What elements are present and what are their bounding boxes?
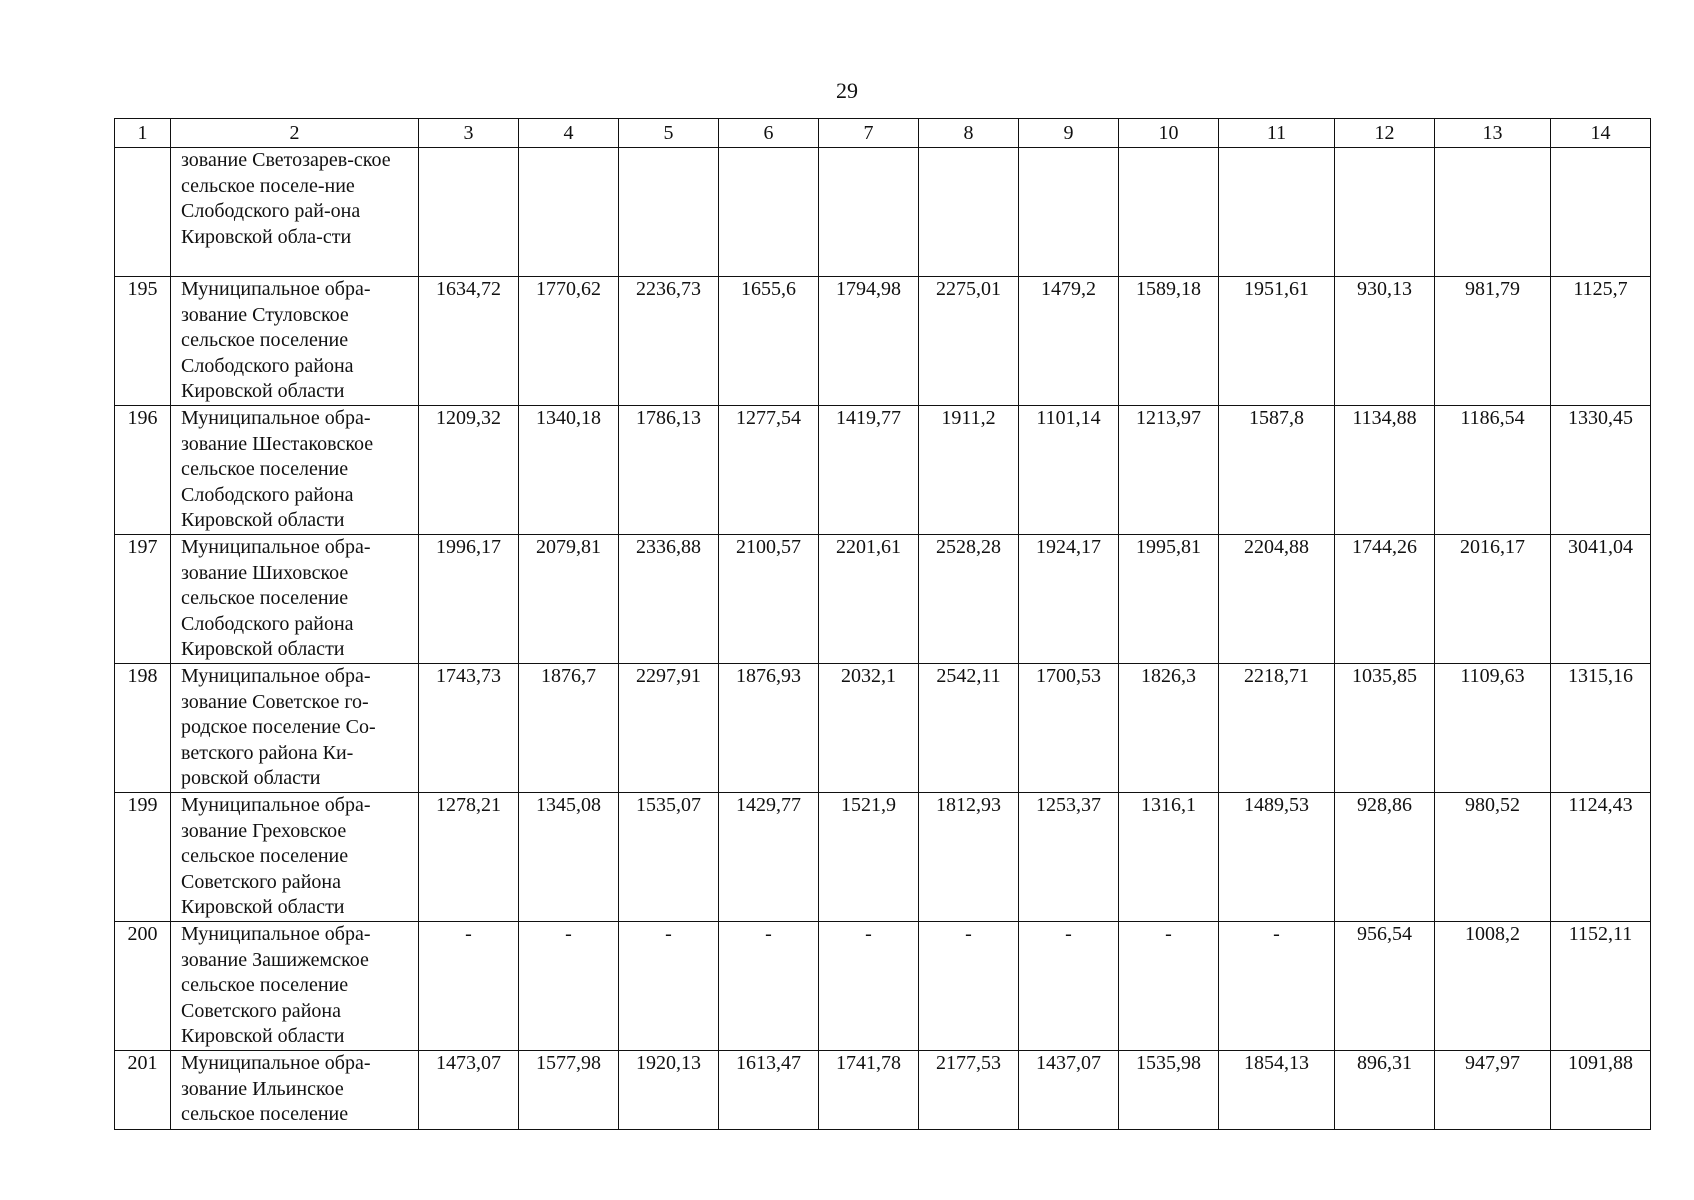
value-cell: 1213,97 (1119, 406, 1219, 535)
value-cell (1219, 148, 1335, 277)
value-cell: 1655,6 (719, 277, 819, 406)
value-cell: 1854,13 (1219, 1051, 1335, 1130)
value-cell (1019, 148, 1119, 277)
municipality-name-cell: Муниципальное обра-зование Стуловское сельское поселение Слободского района Кировской области (171, 277, 419, 406)
value-cell: 930,13 (1335, 277, 1435, 406)
value-cell (519, 148, 619, 277)
municipality-name-cell: Муниципальное обра-зование Ильинское сельское поселение (171, 1051, 419, 1130)
value-cell (1335, 148, 1435, 277)
value-cell: 2100,57 (719, 535, 819, 664)
value-cell: 1035,85 (1335, 664, 1435, 793)
column-header-6: 6 (719, 119, 819, 148)
column-header-14: 14 (1551, 119, 1651, 148)
value-cell: 1786,13 (619, 406, 719, 535)
value-cell: 1315,16 (1551, 664, 1651, 793)
column-header-2: 2 (171, 119, 419, 148)
column-header-12: 12 (1335, 119, 1435, 148)
value-cell: - (719, 922, 819, 1051)
row-number-cell: 201 (115, 1051, 171, 1130)
column-header-3: 3 (419, 119, 519, 148)
value-cell: 1744,26 (1335, 535, 1435, 664)
value-cell: 1253,37 (1019, 793, 1119, 922)
value-cell: 1743,73 (419, 664, 519, 793)
value-cell: 2204,88 (1219, 535, 1335, 664)
value-cell: 1437,07 (1019, 1051, 1119, 1130)
value-cell (919, 148, 1019, 277)
value-cell: 981,79 (1435, 277, 1551, 406)
value-cell: 1826,3 (1119, 664, 1219, 793)
value-cell: 1535,98 (1119, 1051, 1219, 1130)
value-cell (619, 148, 719, 277)
value-cell: 1924,17 (1019, 535, 1119, 664)
value-cell: 1330,45 (1551, 406, 1651, 535)
value-cell: 1920,13 (619, 1051, 719, 1130)
value-cell: - (519, 922, 619, 1051)
municipality-name-cell: Муниципальное обра-зование Советское го-родское поселение Со-ветского района Ки-ровской области (171, 664, 419, 793)
row-number-cell: 198 (115, 664, 171, 793)
value-cell: - (819, 922, 919, 1051)
municipality-name-cell: Муниципальное обра-зование Шиховское сельское поселение Слободского района Кировской области (171, 535, 419, 664)
value-cell: 1008,2 (1435, 922, 1551, 1051)
value-cell: 1345,08 (519, 793, 619, 922)
value-cell: 1429,77 (719, 793, 819, 922)
column-header-7: 7 (819, 119, 919, 148)
value-cell: 1125,7 (1551, 277, 1651, 406)
municipality-name-cell: Муниципальное обра-зование Зашижемское сельское поселение Советского района Кировской области (171, 922, 419, 1051)
value-cell: 956,54 (1335, 922, 1435, 1051)
value-cell: 2336,88 (619, 535, 719, 664)
value-cell: 896,31 (1335, 1051, 1435, 1130)
value-cell: - (619, 922, 719, 1051)
table-row (115, 148, 1651, 277)
column-header-10: 10 (1119, 119, 1219, 148)
row-number-cell: 200 (115, 922, 171, 1051)
row-number-cell: 195 (115, 277, 171, 406)
value-cell: 1634,72 (419, 277, 519, 406)
table-row (115, 922, 1651, 1051)
value-cell: 1101,14 (1019, 406, 1119, 535)
row-number-cell: 196 (115, 406, 171, 535)
table-row (115, 1051, 1651, 1130)
value-cell: 2016,17 (1435, 535, 1551, 664)
value-cell: 1587,8 (1219, 406, 1335, 535)
column-header-4: 4 (519, 119, 619, 148)
municipality-name-cell: Муниципальное обра-зование Шестаковское сельское поселение Слободского района Кировской области (171, 406, 419, 535)
value-cell: 928,86 (1335, 793, 1435, 922)
value-cell: 1741,78 (819, 1051, 919, 1130)
value-cell: 1794,98 (819, 277, 919, 406)
row-number-cell (115, 148, 171, 277)
value-cell: 2201,61 (819, 535, 919, 664)
value-cell: 1521,9 (819, 793, 919, 922)
value-cell: 2528,28 (919, 535, 1019, 664)
table-row (115, 535, 1651, 664)
header-row (115, 119, 1651, 148)
value-cell: 1277,54 (719, 406, 819, 535)
value-cell: 1109,63 (1435, 664, 1551, 793)
value-cell: 1613,47 (719, 1051, 819, 1130)
value-cell (419, 148, 519, 277)
municipality-name-cell: зование Светозарев-ское сельское поселе-ние Слободского рай-она Кировской обла-сти (171, 148, 419, 277)
value-cell: 2079,81 (519, 535, 619, 664)
table-row (115, 793, 1651, 922)
value-cell (1551, 148, 1651, 277)
value-cell: 1535,07 (619, 793, 719, 922)
municipality-name-cell: Муниципальное обра-зование Греховское сельское поселение Советского района Кировской области (171, 793, 419, 922)
row-number-cell: 199 (115, 793, 171, 922)
value-cell: 1278,21 (419, 793, 519, 922)
column-header-11: 11 (1219, 119, 1335, 148)
value-cell: 2275,01 (919, 277, 1019, 406)
value-cell: 2297,91 (619, 664, 719, 793)
value-cell: 1419,77 (819, 406, 919, 535)
value-cell: 1700,53 (1019, 664, 1119, 793)
value-cell: - (419, 922, 519, 1051)
value-cell: 1489,53 (1219, 793, 1335, 922)
value-cell: 3041,04 (1551, 535, 1651, 664)
value-cell: 2236,73 (619, 277, 719, 406)
value-cell: 1951,61 (1219, 277, 1335, 406)
value-cell: 1473,07 (419, 1051, 519, 1130)
value-cell: - (1119, 922, 1219, 1051)
value-cell: 1152,11 (1551, 922, 1651, 1051)
value-cell: 1091,88 (1551, 1051, 1651, 1130)
value-cell: 1911,2 (919, 406, 1019, 535)
value-cell (819, 148, 919, 277)
value-cell: 1577,98 (519, 1051, 619, 1130)
value-cell: 1340,18 (519, 406, 619, 535)
value-cell (719, 148, 819, 277)
value-cell: 980,52 (1435, 793, 1551, 922)
column-header-13: 13 (1435, 119, 1551, 148)
value-cell: 1876,93 (719, 664, 819, 793)
value-cell: 1186,54 (1435, 406, 1551, 535)
value-cell: 947,97 (1435, 1051, 1551, 1130)
value-cell: 2218,71 (1219, 664, 1335, 793)
column-header-8: 8 (919, 119, 1019, 148)
value-cell: - (1219, 922, 1335, 1051)
value-cell: 1209,32 (419, 406, 519, 535)
value-cell: 2177,53 (919, 1051, 1019, 1130)
value-cell: 1479,2 (1019, 277, 1119, 406)
column-header-1: 1 (115, 119, 171, 148)
table-row (115, 664, 1651, 793)
table-row (115, 277, 1651, 406)
value-cell: 1770,62 (519, 277, 619, 406)
row-number-cell: 197 (115, 535, 171, 664)
value-cell (1435, 148, 1551, 277)
value-cell: 1589,18 (1119, 277, 1219, 406)
value-cell: 1316,1 (1119, 793, 1219, 922)
value-cell: 1134,88 (1335, 406, 1435, 535)
value-cell (1119, 148, 1219, 277)
column-header-5: 5 (619, 119, 719, 148)
column-header-9: 9 (1019, 119, 1119, 148)
data-table (114, 118, 1651, 1130)
value-cell: 1995,81 (1119, 535, 1219, 664)
value-cell: 1812,93 (919, 793, 1019, 922)
value-cell: - (1019, 922, 1119, 1051)
table-row (115, 406, 1651, 535)
value-cell: 1876,7 (519, 664, 619, 793)
value-cell: 2542,11 (919, 664, 1019, 793)
value-cell: 2032,1 (819, 664, 919, 793)
value-cell: - (919, 922, 1019, 1051)
page-number: 29 (836, 78, 858, 103)
value-cell: 1996,17 (419, 535, 519, 664)
value-cell: 1124,43 (1551, 793, 1651, 922)
